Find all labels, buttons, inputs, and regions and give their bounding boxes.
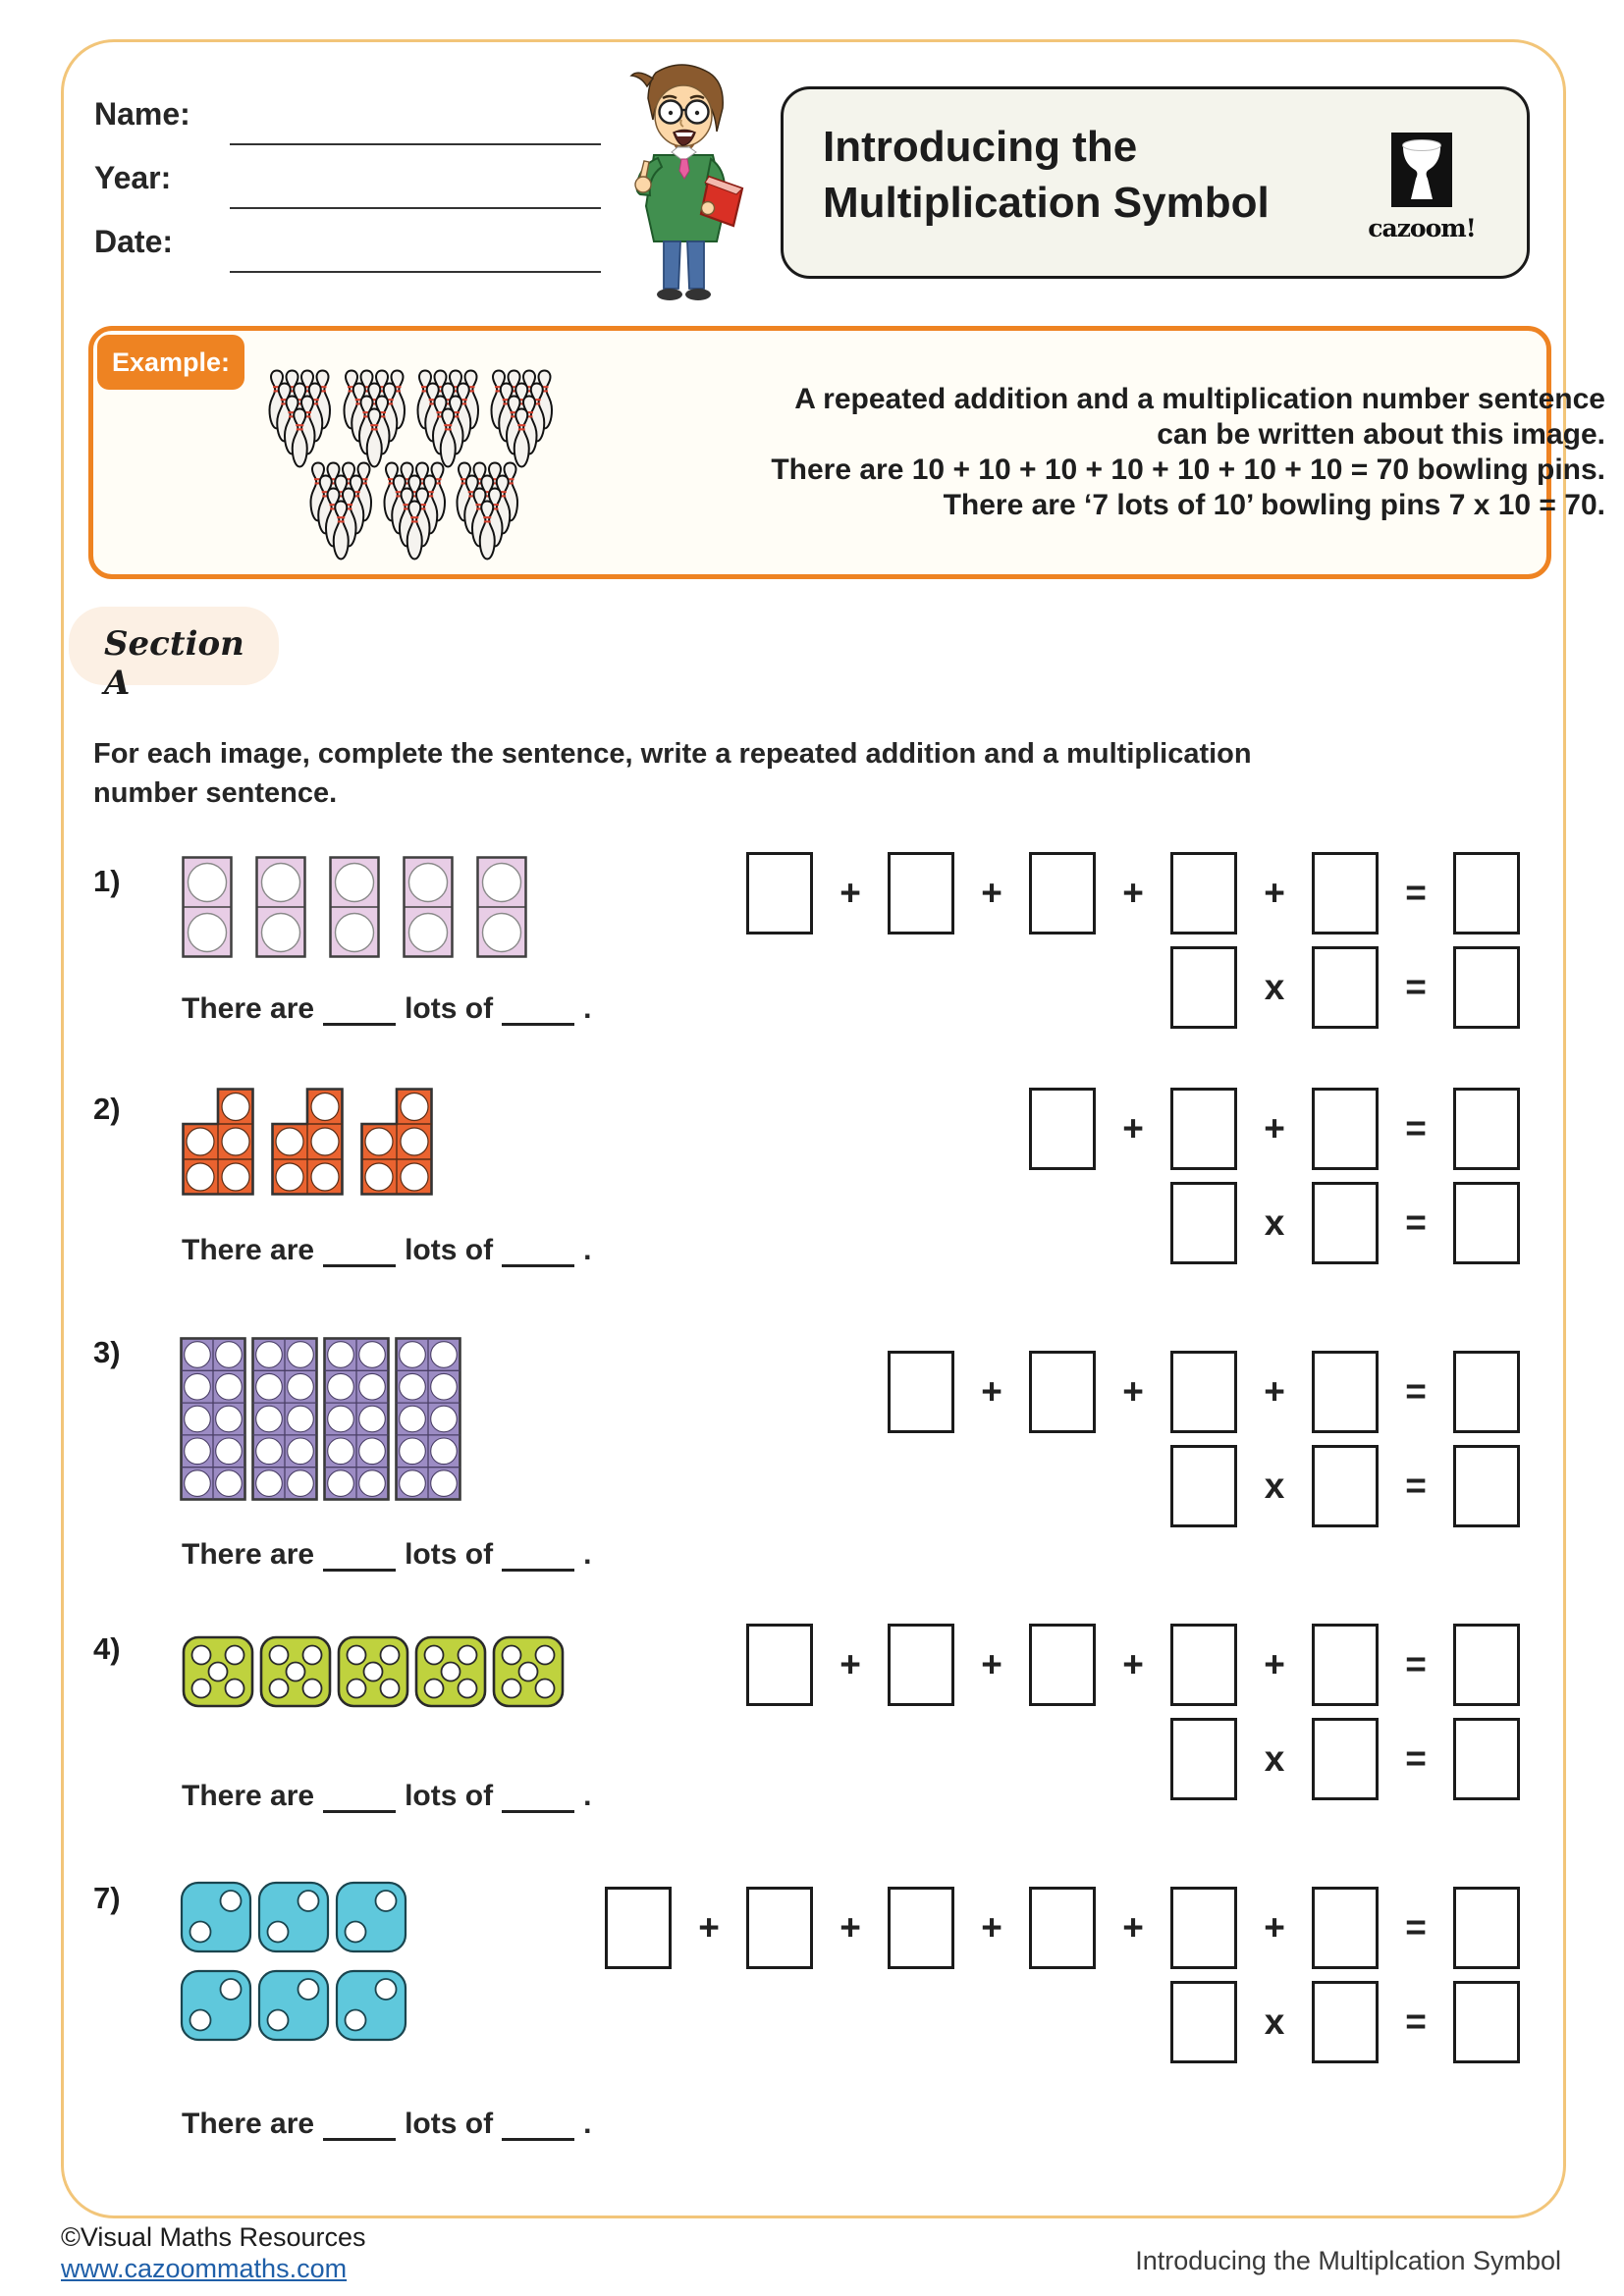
- answer-box[interactable]: [1170, 1887, 1237, 1969]
- die-5: [337, 1635, 409, 1708]
- answer-box[interactable]: [888, 1351, 954, 1433]
- answer-box[interactable]: [746, 1887, 813, 1969]
- bowling-pins-group: [487, 367, 556, 469]
- section-a-pill: [69, 607, 279, 703]
- question-2-number: 2): [93, 1092, 121, 1126]
- sentence-blank[interactable]: [502, 2107, 574, 2141]
- numicon-2-block: [182, 856, 233, 958]
- question-2-sentence: There are lots of .: [182, 1234, 592, 1266]
- answer-box[interactable]: [1453, 1351, 1520, 1433]
- plus-sign: +: [839, 873, 861, 913]
- bowling-pins-group: [453, 459, 521, 561]
- logo-text: cazoom!: [1368, 214, 1476, 242]
- answer-box[interactable]: [1453, 1182, 1520, 1264]
- answer-box[interactable]: [1170, 1182, 1237, 1264]
- answer-box[interactable]: [1029, 1351, 1096, 1433]
- answer-box[interactable]: [1170, 1981, 1237, 2063]
- question-7-sentence: There are lots of .: [182, 2108, 592, 2140]
- numicon-2-block: [329, 856, 380, 958]
- plus-sign: +: [1122, 873, 1144, 913]
- die-5: [492, 1635, 565, 1708]
- die-2: [335, 1881, 407, 1953]
- sentence-blank[interactable]: [502, 1779, 574, 1813]
- worksheet-title: [823, 119, 1270, 231]
- question-2-blocks: [182, 1088, 433, 1196]
- instructions: [93, 734, 1497, 813]
- answer-box[interactable]: [1029, 1088, 1096, 1170]
- answer-box[interactable]: [1312, 1182, 1379, 1264]
- numicon-10-block: [395, 1337, 461, 1501]
- question-4-addition-row: [746, 1624, 1520, 1706]
- cazoom-logo: [1368, 133, 1476, 242]
- answer-box[interactable]: [1312, 1351, 1379, 1433]
- numicon-10-block: [323, 1337, 390, 1501]
- question-1-blocks: [182, 856, 527, 958]
- example-text-line: There are ‘7 lots of 10’ bowling pins 7 x 10 = 70.: [943, 489, 1605, 521]
- footer-website-link[interactable]: www.cazoommaths.com: [61, 2254, 348, 2283]
- answer-box[interactable]: [1453, 1887, 1520, 1969]
- answer-box[interactable]: [1312, 1088, 1379, 1170]
- die-2: [180, 1969, 252, 2042]
- answer-box[interactable]: [1312, 1887, 1379, 1969]
- answer-box[interactable]: [1453, 946, 1520, 1029]
- question-1-number: 1): [93, 864, 121, 898]
- answer-box[interactable]: [1453, 1445, 1520, 1527]
- example-text-line: There are 10 + 10 + 10 + 10 + 10 + 10 + 10 = 70 bowling pins.: [771, 454, 1605, 486]
- answer-box[interactable]: [1453, 1088, 1520, 1170]
- answer-box[interactable]: [1312, 946, 1379, 1029]
- answer-box[interactable]: [1312, 1718, 1379, 1800]
- numicon-5-block: [360, 1088, 433, 1196]
- die-2: [257, 1969, 330, 2042]
- equals-sign: =: [1405, 2002, 1427, 2042]
- answer-box[interactable]: [1453, 1718, 1520, 1800]
- question-7-multiplication-row: [1170, 1981, 1520, 2063]
- answer-box[interactable]: [1029, 1624, 1096, 1706]
- answer-box[interactable]: [1453, 852, 1520, 934]
- teacher-cartoon-illustration: [613, 57, 760, 314]
- plus-sign: +: [1264, 873, 1285, 913]
- bowling-pins-group: [413, 367, 482, 469]
- bowling-pins-group: [340, 367, 408, 469]
- footer-worksheet-title: Introducing the Multiplcation Symbol: [1135, 2246, 1561, 2275]
- instructions-line2: number sentence.: [93, 777, 338, 809]
- die-5: [259, 1635, 332, 1708]
- numicon-2-block: [255, 856, 306, 958]
- title-box: [781, 86, 1530, 279]
- answer-box[interactable]: [1170, 946, 1237, 1029]
- name-label: Name:: [94, 96, 190, 132]
- times-sign: x: [1264, 1738, 1285, 1779]
- question-3-addition-row: [888, 1351, 1520, 1433]
- plus-sign: +: [1264, 1371, 1285, 1412]
- year-line[interactable]: [230, 207, 601, 209]
- question-7-addition-row: [605, 1887, 1520, 1969]
- answer-box[interactable]: [1312, 852, 1379, 934]
- example-tab: Example:: [97, 335, 244, 390]
- equals-sign: =: [1405, 1644, 1427, 1684]
- numicon-5-block: [182, 1088, 254, 1196]
- numicon-5-block: [271, 1088, 344, 1196]
- sentence-blank[interactable]: [323, 1233, 396, 1267]
- answer-box[interactable]: [1312, 1624, 1379, 1706]
- plus-sign: +: [1122, 1907, 1144, 1948]
- answer-box[interactable]: [746, 852, 813, 934]
- equals-sign: =: [1405, 873, 1427, 913]
- question-1-addition-row: [746, 852, 1520, 934]
- plus-sign: +: [1122, 1371, 1144, 1412]
- plus-sign: +: [1264, 1108, 1285, 1148]
- answer-box[interactable]: [1453, 1624, 1520, 1706]
- question-2-addition-row: [1029, 1088, 1520, 1170]
- bowling-pins-group: [380, 459, 449, 561]
- sentence-blank[interactable]: [502, 1233, 574, 1267]
- question-7-number: 7): [93, 1881, 121, 1915]
- sentence-blank[interactable]: [323, 1779, 396, 1813]
- answer-box[interactable]: [1170, 852, 1237, 934]
- sentence-blank[interactable]: [323, 2107, 396, 2141]
- plus-sign: +: [1264, 1644, 1285, 1684]
- sentence-blank[interactable]: [502, 991, 574, 1026]
- sentence-blank[interactable]: [323, 991, 396, 1026]
- question-4-blocks: [182, 1635, 565, 1708]
- answer-box[interactable]: [888, 1624, 954, 1706]
- question-3-number: 3): [93, 1335, 121, 1369]
- die-2: [180, 1881, 252, 1953]
- bowling-pins-group: [306, 459, 375, 561]
- plus-sign: +: [698, 1907, 720, 1948]
- die-2: [335, 1969, 407, 2042]
- footer-copyright: ©Visual Maths Resources: [61, 2222, 366, 2252]
- worksheet-title-line2: Multiplication Symbol: [823, 179, 1270, 227]
- equals-sign: =: [1405, 1466, 1427, 1506]
- answer-box[interactable]: [888, 1887, 954, 1969]
- times-sign: x: [1264, 967, 1285, 1007]
- section-a-label: Section A: [104, 624, 244, 703]
- answer-box[interactable]: [746, 1624, 813, 1706]
- times-sign: x: [1264, 2002, 1285, 2042]
- question-1-sentence: There are lots of .: [182, 992, 592, 1025]
- numicon-10-block: [251, 1337, 318, 1501]
- sentence-blank[interactable]: [323, 1537, 396, 1572]
- question-4-multiplication-row: [1170, 1718, 1520, 1800]
- answer-box[interactable]: [1312, 1445, 1379, 1527]
- question-7-blocks: [180, 1881, 425, 2042]
- question-3-sentence: There are lots of .: [182, 1538, 592, 1571]
- plus-sign: +: [1264, 1907, 1285, 1948]
- plus-sign: +: [981, 1644, 1002, 1684]
- equals-sign: =: [1405, 1202, 1427, 1243]
- times-sign: x: [1264, 1202, 1285, 1243]
- instructions-line1: For each image, complete the sentence, write a repeated addition and a multiplication: [93, 738, 1252, 770]
- equals-sign: =: [1405, 967, 1427, 1007]
- sentence-blank[interactable]: [502, 1537, 574, 1572]
- numicon-2-block: [476, 856, 527, 958]
- question-1-multiplication-row: [1170, 946, 1520, 1029]
- plus-sign: +: [1122, 1108, 1144, 1148]
- bowling-pins-group: [265, 367, 334, 469]
- answer-box[interactable]: [1029, 852, 1096, 934]
- answer-box[interactable]: [1170, 1445, 1237, 1527]
- equals-sign: =: [1405, 1108, 1427, 1148]
- answer-box[interactable]: [1170, 1351, 1237, 1433]
- die-5: [414, 1635, 487, 1708]
- answer-box[interactable]: [1312, 1981, 1379, 2063]
- answer-box[interactable]: [1453, 1981, 1520, 2063]
- answer-box[interactable]: [888, 852, 954, 934]
- numicon-10-block: [180, 1337, 246, 1501]
- equals-sign: =: [1405, 1371, 1427, 1412]
- equals-sign: =: [1405, 1738, 1427, 1779]
- answer-box[interactable]: [1170, 1624, 1237, 1706]
- worksheet-title-line1: Introducing the: [823, 123, 1138, 171]
- example-text-line: can be written about this image.: [1157, 418, 1605, 451]
- question-4-sentence: There are lots of .: [182, 1780, 592, 1812]
- plus-sign: +: [981, 873, 1002, 913]
- numicon-2-block: [403, 856, 454, 958]
- plus-sign: +: [839, 1907, 861, 1948]
- die-2: [257, 1881, 330, 1953]
- plus-sign: +: [981, 1907, 1002, 1948]
- times-sign: x: [1264, 1466, 1285, 1506]
- answer-box[interactable]: [1029, 1887, 1096, 1969]
- plus-sign: +: [1122, 1644, 1144, 1684]
- example-text: [673, 382, 1605, 523]
- plus-sign: +: [981, 1371, 1002, 1412]
- date-line[interactable]: [230, 271, 601, 273]
- question-3-blocks: [180, 1337, 461, 1501]
- question-2-multiplication-row: [1170, 1182, 1520, 1264]
- name-line[interactable]: [230, 143, 601, 145]
- equals-sign: =: [1405, 1907, 1427, 1948]
- date-label: Date:: [94, 224, 174, 259]
- plus-sign: +: [839, 1644, 861, 1684]
- question-4-number: 4): [93, 1631, 121, 1666]
- example-text-line: A repeated addition and a multiplication number sentence: [794, 383, 1605, 415]
- answer-box[interactable]: [605, 1887, 672, 1969]
- answer-box[interactable]: [1170, 1088, 1237, 1170]
- answer-box[interactable]: [1170, 1718, 1237, 1800]
- question-3-multiplication-row: [1170, 1445, 1520, 1527]
- die-5: [182, 1635, 254, 1708]
- drum-icon: [1391, 133, 1452, 207]
- year-label: Year:: [94, 160, 172, 195]
